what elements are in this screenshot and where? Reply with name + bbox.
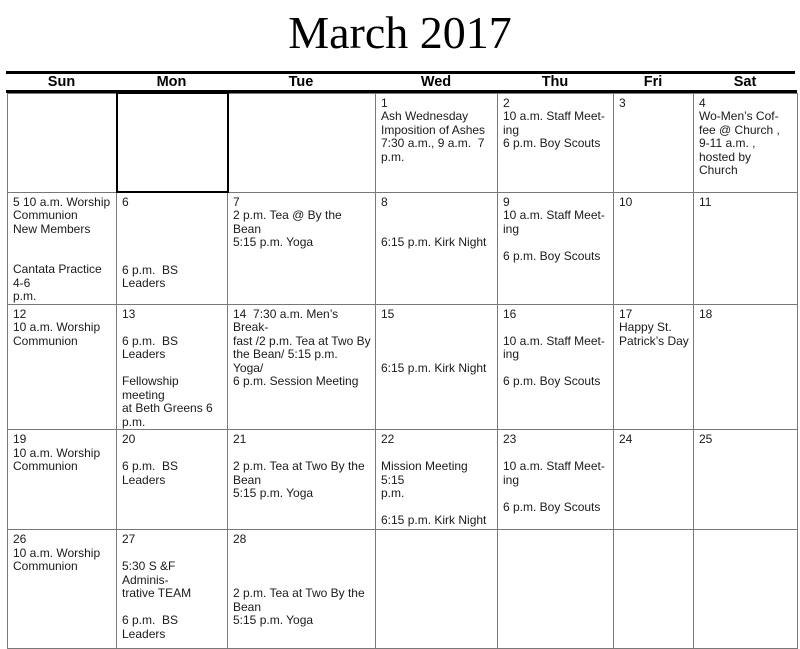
day-cell-r1-c5-day2 <box>498 93 614 192</box>
day-cell-r3-c7-day18 <box>694 304 798 430</box>
weekday-label-sat: Sat <box>733 74 757 90</box>
day-number: 12 <box>13 306 27 321</box>
blank-line <box>503 487 609 501</box>
header-underline-rule <box>6 90 797 93</box>
day-number: 4 <box>699 95 706 110</box>
event-line: Happy St. <box>619 320 672 334</box>
day-cell-r2-c4-day8 <box>376 192 498 304</box>
event-line: Bean <box>233 472 262 487</box>
event-line: New Members <box>13 221 91 236</box>
event-line: p.m. <box>122 414 146 429</box>
event-line: 10 a.m. Staff Meet- <box>503 109 605 123</box>
blank-line <box>381 447 493 461</box>
weekday-label-tue: Tue <box>288 74 314 90</box>
day-cell-r1-c2 <box>117 93 228 192</box>
event-line: ing <box>503 221 520 236</box>
day-cell-r2-c1 <box>8 192 117 304</box>
day-number: 2 <box>503 95 510 110</box>
day-number: 20 <box>122 432 136 446</box>
day-cell-r3-c4-day15 <box>376 304 498 430</box>
event-line: Imposition of Ashes <box>381 122 486 137</box>
event-line: 5:15 p.m. Yoga <box>233 613 314 627</box>
event-line: at Beth Greens 6 <box>122 401 213 415</box>
day-number: 19 <box>13 432 27 446</box>
event-line: 5:15 p.m. Yoga <box>233 235 314 249</box>
event-line: 6 p.m. Session Meeting <box>233 374 359 388</box>
blank-line <box>381 501 493 515</box>
blank-line <box>122 447 223 461</box>
day-number: 6 <box>122 195 129 209</box>
blank-line <box>503 321 609 335</box>
day-number: 10 <box>619 194 633 209</box>
event-line: Communion <box>13 208 78 222</box>
day-cell-r3-c1-day12 <box>8 304 117 430</box>
event-line: Communion <box>13 559 78 573</box>
blank-line <box>503 447 609 461</box>
day-cell-r4-c1-day19 <box>8 430 117 530</box>
event-line: 6:15 p.m. Kirk Night <box>381 235 487 249</box>
day-cell-r2-c2-day6 <box>117 192 228 304</box>
day-cell-r5-c4 <box>376 530 498 649</box>
day-number: 27 <box>122 532 136 546</box>
blank-line <box>381 335 493 349</box>
event-line: 6 p.m. Boy Scouts <box>503 248 601 263</box>
blank-line <box>381 348 493 362</box>
day-number: 28 <box>233 532 247 546</box>
event-line: Communion <box>13 459 78 473</box>
day-cell-r2-c7-day11 <box>694 192 798 304</box>
day-number: 26 <box>13 532 27 546</box>
day-cell-r4-c3-day21 <box>228 430 376 530</box>
week-row-1 <box>8 93 798 192</box>
event-line: ing <box>503 347 520 361</box>
day-number: 22 <box>381 432 395 446</box>
day-cell-r5-c6 <box>614 530 694 649</box>
day-cell-r4-c4-day22 <box>376 430 498 530</box>
blank-line <box>122 362 223 376</box>
calendar-grid <box>7 92 798 649</box>
blank-line <box>381 321 493 335</box>
grid-body <box>8 93 798 649</box>
event-line: the Bean/ 5:15 p.m. Yoga/ <box>233 347 341 375</box>
day-cell-r5-c3-day28 <box>228 530 376 649</box>
day-number: 21 <box>233 432 247 446</box>
event-line: Bean <box>233 599 262 614</box>
event-line: 6:15 p.m. Kirk Night <box>381 360 487 375</box>
blank-line <box>503 236 609 250</box>
event-line: p.m. <box>13 289 37 303</box>
event-line: 6:15 p.m. Kirk Night <box>381 513 487 527</box>
blank-line <box>122 321 223 335</box>
event-line: 5:15 p.m. Yoga <box>233 486 314 500</box>
event-line: 10 a.m. Staff Meet- <box>503 459 605 473</box>
event-line: fast /2 p.m. Tea at Two By <box>233 333 371 348</box>
event-line: Communion <box>13 333 78 348</box>
event-line: 6 p.m. BS Leaders <box>122 262 182 290</box>
blank-line <box>122 547 223 561</box>
day-cell-r5-c7 <box>694 530 798 649</box>
day-cell-r1-c4-day1 <box>376 93 498 192</box>
day-number: 18 <box>699 306 713 321</box>
page-title: March 2017 <box>288 7 512 58</box>
blank-line <box>503 362 609 376</box>
event-line: ing <box>503 122 520 137</box>
day-number: 23 <box>503 432 517 446</box>
event-line: fee @ Church , <box>699 122 780 137</box>
day-cell-r2-c3-day7 <box>228 192 376 304</box>
day-cell-r3-c2-day13 <box>117 304 228 430</box>
day-number: 8 <box>381 194 388 209</box>
event-line: 7:30 a.m., 9 a.m. 7 <box>381 136 485 150</box>
event-line: 6 p.m. Boy Scouts <box>503 499 601 514</box>
event-line: 10 a.m. Worship <box>13 445 101 460</box>
event-line: 6 p.m. Boy Scouts <box>503 136 601 150</box>
blank-line <box>122 210 223 224</box>
day-cell-r4-c6-day24 <box>614 430 694 530</box>
day-number: 11 <box>699 194 712 209</box>
day-cell-r1-c3 <box>228 93 376 192</box>
event-line: Mission Meeting 5:15 <box>381 459 472 487</box>
event-line: 9-11 a.m. , <box>699 136 756 150</box>
weekday-label-fri: Fri <box>643 74 663 90</box>
day-cell-r1-c1 <box>8 93 117 192</box>
day-cell-r2-c6-day10 <box>614 192 694 304</box>
event-line: 5 10 a.m. Worship <box>13 194 111 209</box>
blank-line <box>381 209 493 223</box>
event-line: Church <box>699 163 738 177</box>
blank-line <box>13 250 112 264</box>
day-cell-r3-c3 <box>228 304 376 430</box>
event-line: hosted by <box>699 149 752 164</box>
blank-line <box>233 574 371 588</box>
day-number: 15 <box>381 306 395 321</box>
blank-line <box>122 250 223 264</box>
event-line: Ash Wednesday <box>381 109 469 123</box>
week-row-5 <box>8 530 798 649</box>
day-number: 24 <box>619 432 633 446</box>
blank-line <box>233 560 371 574</box>
event-line: 6 p.m. BS Leaders <box>122 333 182 361</box>
event-line: Wo-Men’s Cof- <box>699 109 779 123</box>
event-line: p.m. <box>381 486 405 500</box>
day-cell-r4-c5-day23 <box>498 430 614 530</box>
day-cell-r5-c2-day27 <box>117 530 228 649</box>
day-cell-r4-c7-day25 <box>694 430 798 530</box>
day-cell-r3-c6-day17 <box>614 304 694 430</box>
day-cell-r1-c6-day3 <box>614 93 694 192</box>
week-row-2 <box>8 192 798 304</box>
event-line: 2 p.m. Tea at Two By the <box>233 586 365 600</box>
week-row-4 <box>8 430 798 530</box>
event-line: 10 a.m. Worship <box>13 545 101 560</box>
event-line: 10 a.m. Worship <box>13 320 101 334</box>
weekday-label-thu: Thu <box>541 74 569 90</box>
event-line: 10 a.m. Staff Meet- <box>503 208 605 222</box>
weekday-label-wed: Wed <box>420 74 452 90</box>
event-line: 6 p.m. Boy Scouts <box>503 374 601 388</box>
blank-line <box>122 601 223 615</box>
week-row-3 <box>8 304 798 430</box>
event-line: Cantata Practice 4-6 <box>13 262 106 290</box>
event-line: ing <box>503 472 520 487</box>
event-line: trative TEAM <box>122 586 192 600</box>
day-cell-r1-c7-day4 <box>694 93 798 192</box>
event-line: 2 p.m. Tea @ By the Bean <box>233 208 346 236</box>
day-cell-r4-c2-day20 <box>117 430 228 530</box>
day-cell-r5-c5 <box>498 530 614 649</box>
day-cell-r3-c5-day16 <box>498 304 614 430</box>
day-number: 3 <box>619 95 626 110</box>
weekday-label-sun: Sun <box>47 74 76 90</box>
event-line: Fellowship meeting <box>122 374 183 402</box>
event-line: 14 7:30 a.m. Men’s Break- <box>233 306 342 334</box>
event-line: 6 p.m. BS Leaders <box>122 613 182 641</box>
day-number: 25 <box>699 432 713 446</box>
blank-line <box>13 236 112 250</box>
event-line: 2 p.m. Tea at Two By the <box>233 459 365 473</box>
day-number: 7 <box>233 194 240 209</box>
event-line: 5:30 S &F Adminis- <box>122 559 179 587</box>
blank-line <box>233 547 371 561</box>
blank-line <box>122 237 223 251</box>
blank-line <box>122 223 223 237</box>
day-cell-r2-c5-day9 <box>498 192 614 304</box>
blank-line <box>233 447 371 461</box>
day-cell-r5-c1-day26 <box>8 530 117 649</box>
weekday-label-mon: Mon <box>156 74 187 90</box>
day-number: 1 <box>381 95 388 110</box>
event-line: 10 a.m. Staff Meet- <box>503 333 605 348</box>
event-line: 6 p.m. BS Leaders <box>122 459 182 487</box>
day-number: 16 <box>503 306 517 321</box>
blank-line <box>381 223 493 237</box>
weekday-header-row <box>7 73 797 90</box>
day-number: 17 <box>619 306 633 321</box>
event-line: p.m. <box>381 149 405 164</box>
day-number: 9 <box>503 194 510 209</box>
day-number: 13 <box>122 306 136 321</box>
event-line: Patrick’s Day <box>619 333 689 348</box>
